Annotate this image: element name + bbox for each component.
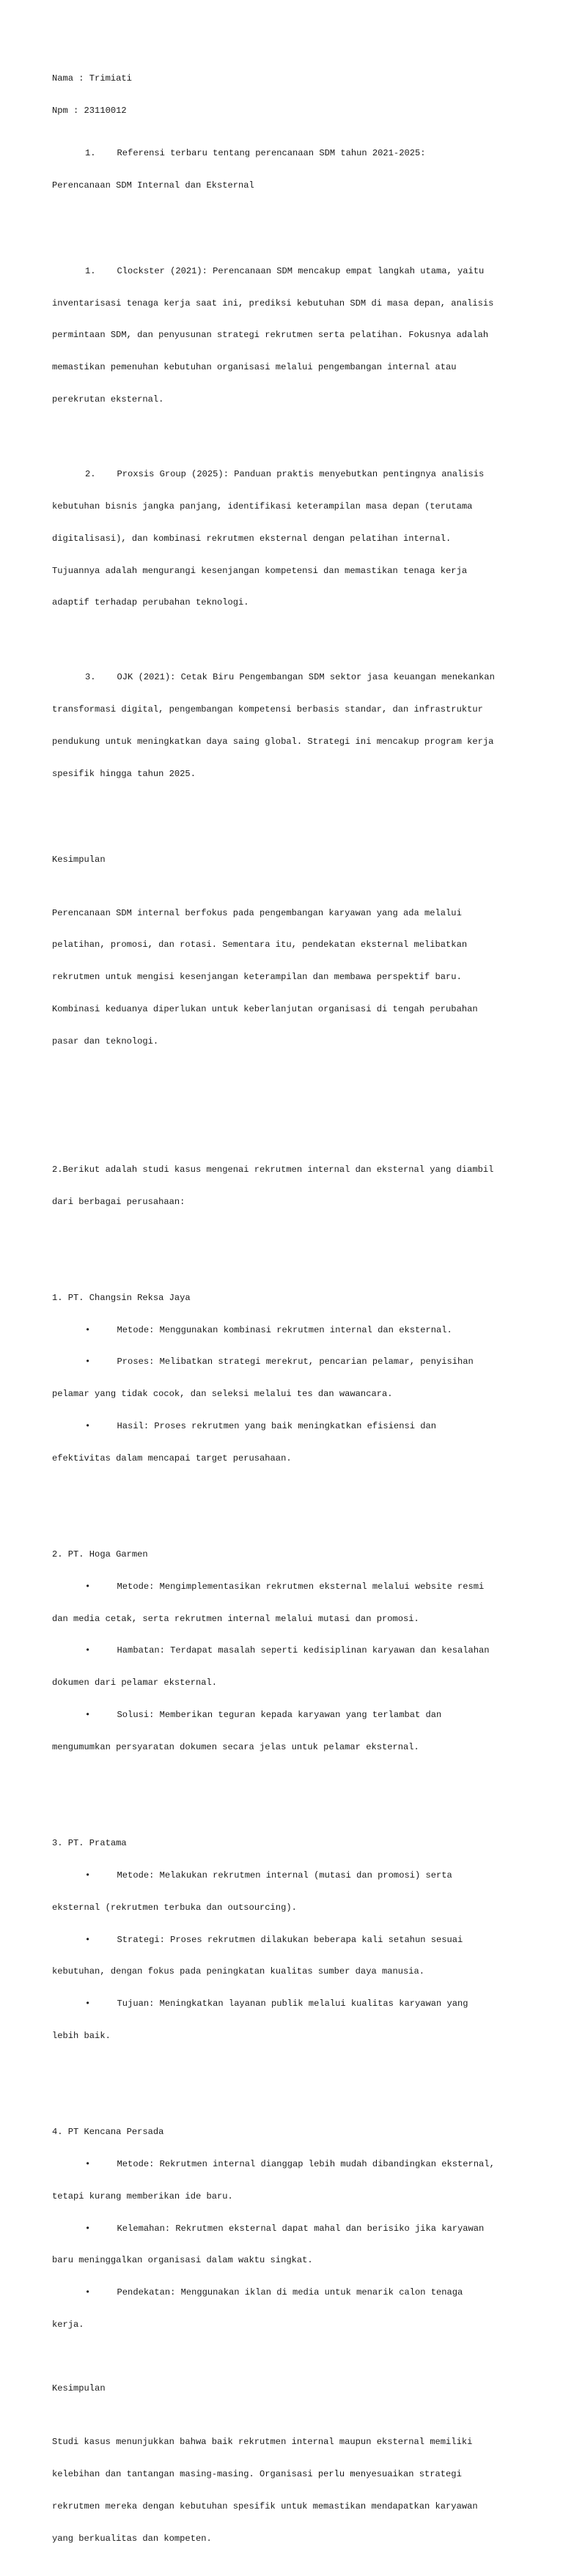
- section2-conclusion: [52, 2416, 521, 2565]
- bullet-first-line: • Metode: Mengimplementasikan rekrutmen eksternal melalui website resmi: [85, 1581, 485, 1592]
- case-study-company: [52, 1272, 521, 1486]
- bullet-first-line: • Pendekatan: Menggunakan iklan di media untuk menarik calon tenaga: [85, 2287, 463, 2298]
- reference-item-first-line: 1. Clockster (2021): Perencanaan SDM mencakup empat langkah utama, yaitu: [85, 265, 485, 276]
- conclusion-line: rekrutmen mereka dengan kebutuhan spesifik untuk memastikan mendapatkan karyawan: [52, 2501, 478, 2512]
- bullet-first-line: • Metode: Menggunakan kombinasi rekrutmen internal dan eksternal.: [85, 1324, 452, 1335]
- paragraph-spacer: [52, 1100, 521, 1111]
- section1-reference-list: [52, 224, 521, 822]
- bullet-cont-line: pelamar yang tidak cocok, dan seleksi melalui tes dan wawancara.: [52, 1389, 393, 1400]
- bullet-first-line: • Proses: Melibatkan strategi merekrut, pencarian pelamar, penyisihan: [85, 1357, 474, 1368]
- npm-line: Npm : 23110012: [52, 105, 127, 116]
- section1-conclusion-title: Kesimpulan: [52, 854, 106, 865]
- company-title: 1. PT. Changsin Reksa Jaya: [52, 1292, 191, 1303]
- document-page: [52, 52, 521, 2576]
- reference-item-first-line: 3. OJK (2021): Cetak Biru Pengembangan SDM sektor jasa keuangan menekankan: [85, 672, 495, 683]
- conclusion-line: Studi kasus menunjukkan bahwa baik rekrutmen internal maupun eksternal memiliki: [52, 2437, 473, 2448]
- name-line: Nama : Trimiati: [52, 73, 132, 84]
- bullet-cont-line: kerja.: [52, 2319, 84, 2330]
- reference-item: [52, 448, 521, 630]
- bullet-cont-line: eksternal (rekrutmen terbuka dan outsourcing).: [52, 1902, 297, 1913]
- reference-item-line: transformasi digital, pengembangan kompetensi berbasis standar, dan infrastruktur: [52, 704, 483, 715]
- bullet-first-line: • Hambatan: Terdapat masalah seperti kedisiplinan karyawan dan kesalahan: [85, 1645, 490, 1656]
- bullet-cont-line: baru meninggalkan organisasi dalam waktu singkat.: [52, 2255, 313, 2266]
- intro-line: 2.Berikut adalah studi kasus mengenai rekrutmen internal dan eksternal yang diambil: [52, 1164, 494, 1175]
- reference-item-line: Tujuannya adalah mengurangi kesenjangan kompetensi dan memastikan tenaga kerja: [52, 565, 468, 576]
- reference-item-line: kebutuhan bisnis jangka panjang, identifikasi keterampilan masa depan (terutama: [52, 501, 473, 512]
- bullet-first-line: • Strategi: Proses rekrutmen dilakukan beberapa kali setahun sesuai: [85, 1934, 463, 1945]
- bullet-cont-line: lebih baik.: [52, 2030, 111, 2041]
- reference-item-line: adaptif terhadap perubahan teknologi.: [52, 597, 249, 608]
- bullet-first-line: • Hasil: Proses rekrutmen yang baik meningkatkan efisiensi dan: [85, 1421, 436, 1431]
- bullet-cont-line: kebutuhan, dengan fokus pada peningkatan kualitas sumber daya manusia.: [52, 1966, 425, 1977]
- reference-item: [52, 651, 521, 800]
- bullet-cont-line: dan media cetak, serta rekrutmen internal melalui mutasi dan promosi.: [52, 1613, 419, 1624]
- conclusion-line: Kombinasi keduanya diperlukan untuk keberlanjutan organisasi di tengah perubahan: [52, 1003, 478, 1014]
- reference-item-line: inventarisasi tenaga kerja saat ini, prediksi kebutuhan SDM di masa depan, analisis: [52, 298, 494, 309]
- bullet-first-line: • Metode: Melakukan rekrutmen internal (mutasi dan promosi) serta: [85, 1870, 452, 1881]
- company-title: 2. PT. Hoga Garmen: [52, 1549, 148, 1560]
- reference-item-line: memastikan pemenuhan kebutuhan organisasi melalui pengembangan internal atau: [52, 362, 457, 373]
- reference-item-line: perekrutan eksternal.: [52, 394, 164, 405]
- conclusion-line: rekrutmen untuk mengisi kesenjangan keterampilan dan membawa perspektif baru.: [52, 972, 462, 983]
- bullet-cont-line: mengumumkan persyaratan dokumen secara jelas untuk pelamar eksternal.: [52, 1741, 419, 1752]
- company-title: 4. PT Kencana Persada: [52, 2127, 164, 2138]
- case-study-company: [52, 2106, 521, 2352]
- reference-item-line: digitalisasi), dan kombinasi rekrutmen eksternal dengan pelatihan internal.: [52, 533, 452, 544]
- reference-item-first-line: 2. Proxsis Group (2025): Panduan praktis menyebutkan pentingnya analisis: [85, 469, 485, 480]
- bullet-first-line: • Metode: Rekrutmen internal dianggap lebih mudah dibandingkan eksternal,: [85, 2158, 495, 2169]
- bullet-first-line: • Kelemahan: Rekrutmen eksternal dapat mahal dan berisiko jika karyawan: [85, 2223, 485, 2234]
- conclusion-line: pelatihan, promosi, dan rotasi. Sementara itu, pendekatan eksternal melibatkan: [52, 940, 468, 951]
- conclusion-line: yang berkualitas dan kompeten.: [52, 2533, 212, 2544]
- case-study-company: [52, 1528, 521, 1774]
- reference-item-line: permintaan SDM, dan penyusunan strategi rekrutmen serta pelatihan. Fokusnya adalah: [52, 330, 489, 341]
- company-title: 3. PT. Pratama: [52, 1838, 127, 1849]
- bullet-first-line: • Solusi: Memberikan teguran kepada karyawan yang terlambat dan: [85, 1710, 442, 1721]
- section1-conclusion: [52, 886, 521, 1068]
- conclusion-line: pasar dan teknologi.: [52, 1036, 159, 1047]
- bullet-cont-line: dokumen dari pelamar eksternal.: [52, 1678, 217, 1689]
- bullet-first-line: • Tujuan: Meningkatkan layanan publik melalui kualitas karyawan yang: [85, 1999, 468, 2009]
- conclusion-line: kelebihan dan tantangan masing-masing. Organisasi perlu menyesuaikan strategi: [52, 2469, 462, 2480]
- intro-line: dari berbagai perusahaan:: [52, 1196, 185, 1207]
- reference-item-line: spesifik hingga tahun 2025.: [52, 768, 196, 779]
- reference-item: [52, 245, 521, 427]
- bullet-cont-line: efektivitas dalam mencapai target perusahaan.: [52, 1453, 292, 1464]
- case-study-company: [52, 1817, 521, 2063]
- conclusion-line: Perencanaan SDM internal berfokus pada pengembangan karyawan yang ada melalui: [52, 907, 462, 918]
- section1-heading-cont: Perencanaan SDM Internal dan Eksternal: [52, 180, 254, 191]
- section2-intro: [52, 1143, 521, 1229]
- section1-heading: 1. Referensi terbaru tentang perencanaan SDM tahun 2021-2025:: [85, 148, 426, 159]
- reference-item-line: pendukung untuk meningkatkan daya saing global. Strategi ini mencakup program kerja: [52, 737, 494, 747]
- section2-conclusion-title: Kesimpulan: [52, 2383, 106, 2394]
- bullet-cont-line: tetapi kurang memberikan ide baru.: [52, 2191, 233, 2202]
